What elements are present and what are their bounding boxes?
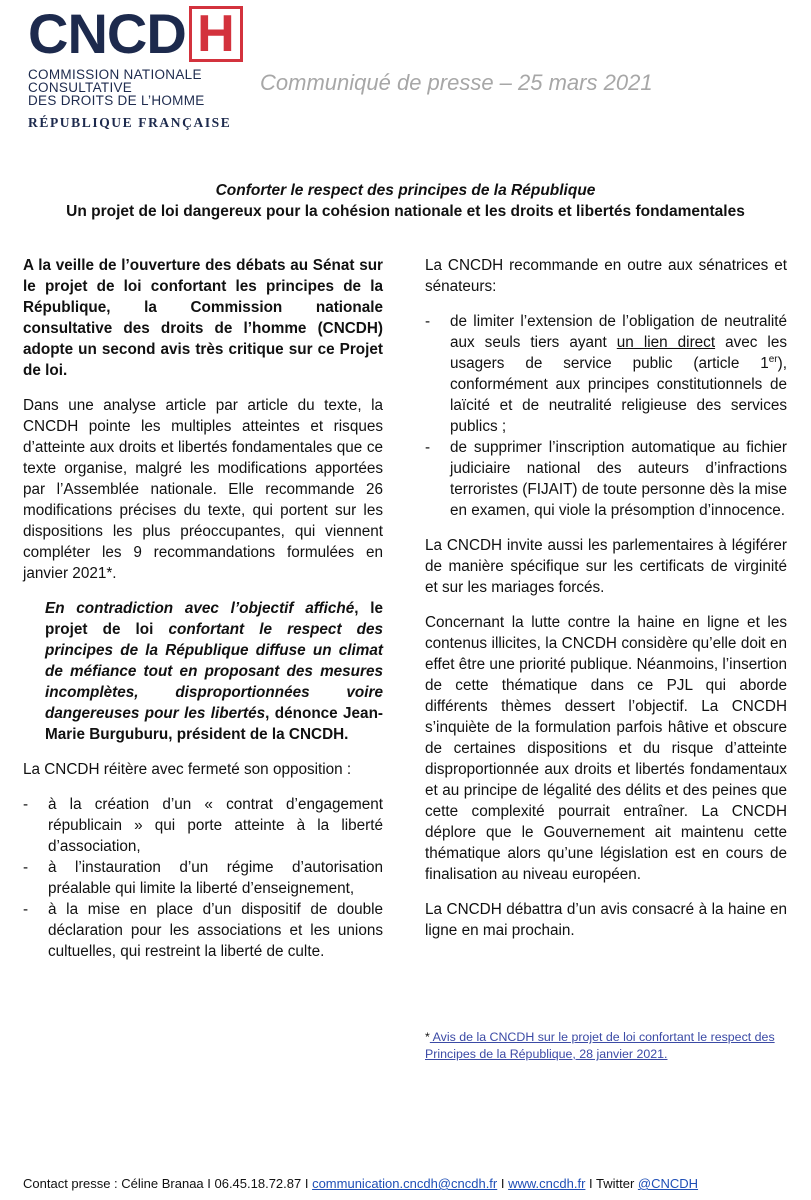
logo-acronym: CNCD [28,2,186,65]
footnote-star: * [425,1030,430,1044]
rec1-before: de limiter l’extension de l’obligation de neutralité aux seuls tiers ayant [450,313,787,351]
twitter-link[interactable]: @CNCDH [637,1176,699,1191]
opposition-list [23,794,383,962]
email-link[interactable]: communication.cncdh@cncdh.fr [312,1176,498,1191]
title-line-2: Un projet de loi dangereux pour la cohésion nationale et les droits et libertés fondamentales [66,203,745,220]
right-column [425,255,787,955]
logo-wordmark [28,2,243,65]
document-title [0,180,811,222]
left-column [23,255,383,976]
list-item: - à l’instauration d’un régime d’autorisation préalable qui limite la liberté d’enseignement, [23,857,383,899]
debate-paragraph: La CNCDH débattra d’un avis consacré à la haine en ligne en mai prochain. [425,901,787,939]
opposition-intro: La CNCDH réitère avec fermeté son opposition : [23,761,352,778]
contact-prefix: Contact presse : Céline Branaa I 06.45.18.72.87 I [23,1176,313,1191]
list-item: - à la création d’un « contrat d’engagement républicain » qui porte atteinte à la liberté d’association, [23,794,383,857]
title-line-1: Conforter le respect des principes de la République [215,182,596,199]
list-item: - de supprimer l’inscription automatique au fichier judiciaire national des auteurs d’infractions terroristes (FIJAIT) de toute personne dès la mise en examen, qui viole la présomption d’innocence. [425,437,787,521]
rec1-after: ), conformément aux principes constitutionnels de laïcité et de neutralité religieuse des services publics ; [450,355,787,435]
contact-line [23,1176,698,1191]
analysis-paragraph: Dans une analyse article par article du texte, la CNCDH pointe les multiples atteintes et risques d’atteinte aux droits et libertés fondamentales que ce texte organise, malgré les modifications apportées par l’Assemblée nationale. Elle recommande 26 modifications précises du texte, qui portent sur les dispositions les plus préoccupantes, qui viennent compléter les 9 recommandations formulées en janvier 2021*. [23,397,383,582]
quote-part-2: , le projet de loi [45,600,383,638]
intro-paragraph: A la veille de l’ouverture des débats au Sénat sur le projet de loi confortant les principes de la République, la Commission nationale consultative des droits de l’homme (CNCDH) adopte un second avis très critique sur ce Projet de loi. [23,257,383,379]
quote-part-1: En contradiction avec l’objectif affiché [45,600,355,617]
quote-part-3: confortant le respect des principes de la République diffuse un climat de méfiance tout en proposant des mesures incomplètes, disproportionnées voire dangereuses pour les libertés [45,621,383,722]
footnote-link[interactable]: Avis de la CNCDH sur le projet de loi confortant le respect des Principes de la République, 28 janvier 2021. [425,1030,775,1061]
rec1-sup: er [768,353,778,365]
quote-part-4: , dénonce Jean-Marie Burguburu, président de la CNCDH. [45,705,384,743]
press-release-date: Communiqué de presse – 25 mars 2021 [260,70,653,95]
rec1-underlined: un lien direct [616,334,716,351]
website-link[interactable]: www.cncdh.fr [508,1176,586,1191]
logo-republic: RÉPUBLIQUE FRANÇAISE [28,115,232,130]
footnote[interactable] [425,1029,790,1063]
recommend-intro: La CNCDH recommande en outre aux sénatrices et sénateurs: [425,257,787,295]
cncdh-logo [28,2,243,131]
logo-h-box: H [189,6,243,62]
logo-subtitle: COMMISSION NATIONALE CONSULTATIVE DES DROITS DE L’HOMME [28,67,205,108]
contact-sep-2: I Twitter [585,1176,638,1191]
invite-paragraph: La CNCDH invite aussi les parlementaires à légiférer de manière spécifique sur les certificats de virginité et sur les mariages forcés. [425,537,787,596]
online-hate-paragraph: Concernant la lutte contre la haine en ligne et les contenus illicites, la CNCDH considère qu’elle doit en effet être une priorité publique. Néanmoins, l’insertion de cette thématique dans ce PJL qui aborde différents thèmes dessert l’objectif. La CNCDH s’inquiète de la formulation parfois hâtive et obscure de certaines dispositions et du risque d’atteinte disproportionnée aux droits et libertés fondamentaux et au principe de légalité des délits et des peines que cette complexité pourrait entraîner. La CNCDH déplore que le Gouvernement ait maintenu cette thématique alors qu’une législation est en cours de finalisation au niveau européen. [425,614,787,883]
list-item [425,311,787,437]
contact-sep-1: I [497,1176,509,1191]
list-item: - à la mise en place d’un dispositif de double déclaration pour les associations et les unions cultuelles, qui restreint la liberté de culte. [23,899,383,962]
recommend-list [425,311,787,521]
president-quote [45,598,383,745]
rec1-middle: avec les usagers de service public (article 1 [450,334,787,372]
